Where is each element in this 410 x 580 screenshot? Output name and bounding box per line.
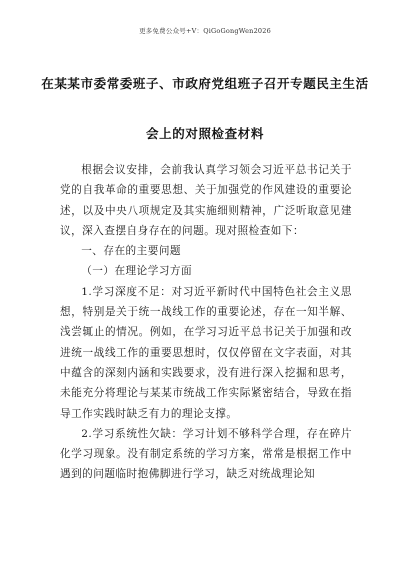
intro-paragraph: 根据会议安排，会前我认真学习领会习近平总书记关于党的自我革命的重要思想、关于加强党的作风建设的重要论述，以及中央八项规定及其实施细则精神，广泛听取意见建议，深入查摆自身存在的问题。现对照检查如下： [60,164,352,237]
header-note: 更多免费公众号+V：QiGoGongWen2026 [139,27,271,35]
document-title-line-2: 会上的对照检查材料 [146,126,264,141]
document-body [60,160,352,485]
subsection-heading-1: （一）在理论学习方面 [81,265,193,278]
section-heading-1: 一、存在的主要问题 [81,245,182,258]
item-paragraph-1: 1.学习深度不足：对习近平新时代中国特色社会主义思想，特别是关于统一战线工作的重要论述，存在一知半解、浅尝辄止的情况。例如，在学习习近平总书记关于加强和改进统一战线工作的重要思想时，仅仅停留在文字表面，对其中蕴含的深刻内涵和实践要求，没有进行深入挖掘和思考，未能充分将理论与某某市统战工作实际紧密结合，导致在指导工作实践时缺乏有力的理论支撑。 [60,285,352,420]
document-title-line-1: 在某某市委常委班子、市政府党组班子召开专题民主生活 [41,76,369,91]
item-paragraph-2: 2.学习系统性欠缺：学习计划不够科学合理，存在碎片化学习现象。没有制定系统的学习方案，常常是根据工作中遇到的问题临时抱佛脚进行学习，缺乏对统战理论知 [60,427,352,481]
